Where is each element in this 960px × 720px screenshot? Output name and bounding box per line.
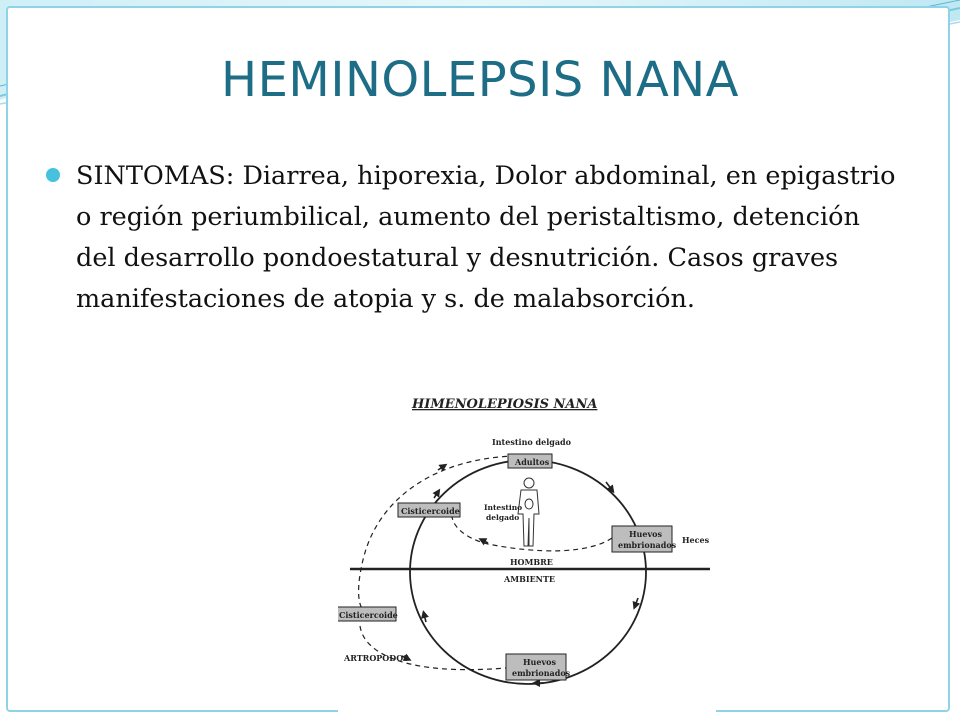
label-huevos-bottom: Huevos — [523, 657, 556, 667]
life-cycle-diagram-svg — [338, 386, 716, 712]
label-artropodos: ARTROPODOS — [344, 653, 409, 663]
bullet-dot-icon — [46, 168, 60, 182]
label-hombre: HOMBRE — [510, 557, 553, 567]
label-cisticercoide-top: Cisticercoide — [401, 506, 460, 516]
diagram-title: HIMENOLEPIOSIS NANA — [412, 397, 598, 412]
label-embrionados-right: embrionados — [618, 540, 677, 550]
life-cycle-diagram — [338, 386, 716, 712]
label-intestino-delgado: Intestino delgado — [492, 437, 571, 447]
slide-title: HEMINOLEPSIS NANA — [220, 52, 740, 108]
label-embrionados-bottom: embrionados — [512, 668, 571, 678]
label-huevos-right: Huevos — [629, 529, 662, 539]
label-adultos: Adultos — [515, 457, 550, 467]
bullet-text: SINTOMAS: Diarrea, hiporexia, Dolor abdominal, en epigastrio o región periumbilical, aumento del peristaltismo, detención del desarrollo pondoestatural y desnutrición. Casos graves manifestaciones de atopia y s. de malabsorción. — [76, 161, 896, 314]
label-ambiente: AMBIENTE — [504, 574, 556, 584]
label-intestino-inner: Intestino — [484, 503, 523, 512]
label-cisticercoide-bottom: Cisticercoide — [339, 610, 398, 620]
label-delgado-inner: delgado — [486, 513, 520, 522]
label-heces: Heces — [682, 535, 710, 545]
